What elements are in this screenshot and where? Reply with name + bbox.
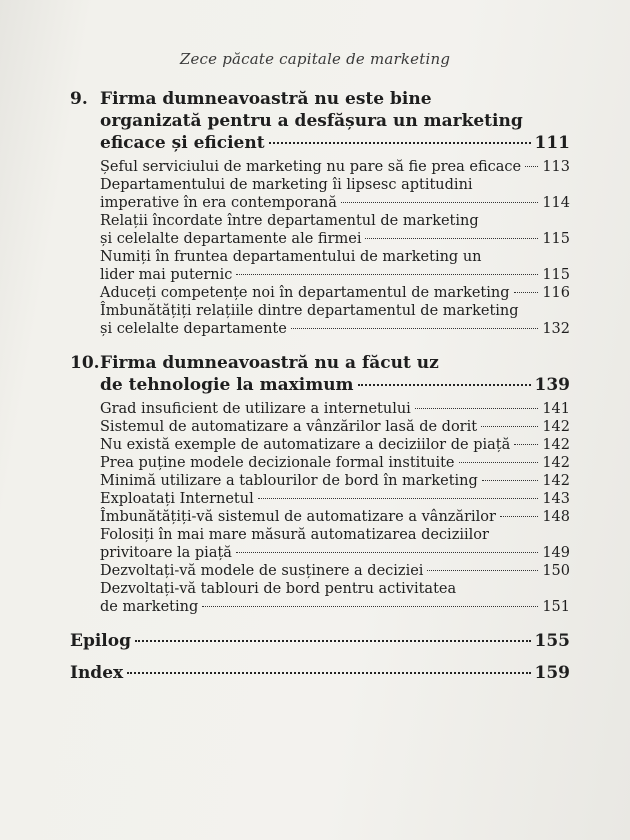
toc-line bbox=[100, 400, 570, 418]
entry-text-line: Prea puține modele decizionale formal instituite bbox=[100, 455, 455, 471]
entry-page-number: 132 bbox=[542, 321, 570, 337]
dot-leader bbox=[500, 515, 538, 517]
entry-page-number: 116 bbox=[542, 285, 570, 301]
entry-text-line: de marketing bbox=[100, 599, 199, 615]
toc-entry bbox=[100, 212, 570, 248]
toc-line bbox=[100, 158, 570, 176]
chapter-number: 10. bbox=[70, 353, 100, 373]
entry-text-line: imperative în era contemporană bbox=[100, 195, 337, 211]
toc-line bbox=[100, 508, 570, 526]
entry-text-line: și celelalte departamente ale firmei bbox=[100, 231, 362, 247]
toc-line bbox=[100, 132, 570, 154]
entry-text-line: Îmbunătățiți-vă sistemul de automatizare a vânzărilor bbox=[100, 509, 496, 525]
entry-page-number: 151 bbox=[542, 599, 570, 615]
toc-entry bbox=[100, 158, 570, 176]
toc-entry bbox=[100, 176, 570, 212]
entry-text-line: Îmbunătățiți relațiile dintre departamentul de marketing bbox=[100, 303, 519, 319]
entry-page-number: 142 bbox=[542, 473, 570, 489]
dot-leader bbox=[415, 407, 538, 409]
entry-text-line: Aduceți competențe noi în departamentul de marketing bbox=[100, 285, 510, 301]
section-page-number: 159 bbox=[534, 663, 570, 683]
chapter-page-number: 111 bbox=[534, 133, 570, 153]
toc-line bbox=[100, 418, 570, 436]
table-of-contents bbox=[70, 88, 570, 684]
toc-line bbox=[100, 230, 570, 248]
chapter-title-line: eficace și eficient bbox=[100, 133, 265, 153]
toc-section-epilog bbox=[70, 630, 570, 652]
entry-page-number: 114 bbox=[542, 195, 570, 211]
entry-text-line: Dezvoltați-vă modele de susținere a deciziei bbox=[100, 563, 424, 579]
section-title: Index bbox=[70, 663, 124, 683]
entry-page-number: 143 bbox=[542, 491, 570, 507]
dot-leader bbox=[365, 237, 538, 239]
dot-leader bbox=[202, 605, 538, 607]
entry-text-line: Dezvoltați-vă tablouri de bord pentru activitatea bbox=[100, 581, 457, 597]
dot-leader bbox=[291, 327, 538, 329]
toc-entry bbox=[100, 490, 570, 508]
entry-page-number: 113 bbox=[542, 159, 570, 175]
chapter-heading bbox=[70, 88, 570, 154]
entry-text-line: Nu există exemple de automatizare a deciziilor de piață bbox=[100, 437, 511, 453]
dot-leader bbox=[514, 443, 538, 445]
toc-entry bbox=[100, 400, 570, 418]
toc-line bbox=[100, 266, 570, 284]
toc-line bbox=[100, 472, 570, 490]
entry-page-number: 115 bbox=[542, 267, 570, 283]
toc-entry bbox=[100, 526, 570, 562]
chapter-title-line: Firma dumneavoastră nu este bine bbox=[100, 89, 432, 109]
chapter-number: 9. bbox=[70, 89, 88, 109]
toc-line bbox=[100, 284, 570, 302]
section-title: Epilog bbox=[70, 631, 131, 651]
entry-page-number: 141 bbox=[542, 401, 570, 417]
entry-text-line: Minimă utilizare a tablourilor de bord în marketing bbox=[100, 473, 478, 489]
chapter-title bbox=[100, 88, 570, 154]
toc-line bbox=[100, 544, 570, 562]
entry-text-line: lider mai puternic bbox=[100, 267, 233, 283]
entry-text-line: Departamentului de marketing îi lipsesc aptitudini bbox=[100, 177, 473, 193]
entry-page-number: 148 bbox=[542, 509, 570, 525]
toc-entry bbox=[100, 508, 570, 526]
chapter-title-line: organizată pentru a desfășura un marketing bbox=[100, 111, 523, 131]
entry-text-line: Numiți în fruntea departamentului de marketing un bbox=[100, 249, 482, 265]
toc-entry bbox=[100, 436, 570, 454]
dot-leader bbox=[482, 479, 539, 481]
dot-leader bbox=[481, 425, 538, 427]
dot-leader bbox=[525, 165, 538, 167]
entry-text-line: Folosiți în mai mare măsură automatizarea deciziilor bbox=[100, 527, 489, 543]
dot-leader bbox=[514, 291, 539, 293]
toc-entry bbox=[100, 248, 570, 284]
entry-text-line: Șeful serviciului de marketing nu pare să fie prea eficace bbox=[100, 159, 522, 175]
chapter-entries bbox=[100, 400, 570, 616]
toc-line bbox=[100, 562, 570, 580]
dot-leader bbox=[127, 671, 530, 674]
toc-entry bbox=[100, 472, 570, 490]
toc-entry bbox=[100, 580, 570, 616]
toc-line bbox=[100, 454, 570, 472]
toc-line bbox=[100, 436, 570, 454]
section-page-number: 155 bbox=[534, 631, 570, 651]
chapter bbox=[70, 88, 570, 338]
dot-leader bbox=[341, 201, 538, 203]
chapter bbox=[70, 352, 570, 616]
toc-entry bbox=[100, 562, 570, 580]
chapter-heading bbox=[70, 352, 570, 396]
chapter-page-number: 139 bbox=[534, 375, 570, 395]
toc-line bbox=[100, 374, 570, 396]
entry-page-number: 142 bbox=[542, 419, 570, 435]
entry-page-number: 150 bbox=[542, 563, 570, 579]
toc-line bbox=[100, 490, 570, 508]
toc-section-index bbox=[70, 662, 570, 684]
chapter-title-line: de tehnologie la maximum bbox=[100, 375, 354, 395]
dot-leader bbox=[358, 383, 531, 386]
toc-line bbox=[100, 194, 570, 212]
toc-entry bbox=[100, 284, 570, 302]
running-head: Zece păcate capitale de marketing bbox=[179, 50, 451, 68]
dot-leader bbox=[236, 551, 538, 553]
entry-page-number: 142 bbox=[542, 455, 570, 471]
chapter-title bbox=[100, 352, 570, 396]
toc-entry bbox=[100, 418, 570, 436]
entry-text-line: Grad insuficient de utilizare a internetului bbox=[100, 401, 411, 417]
entry-text-line: Sistemul de automatizare a vânzărilor lasă de dorit bbox=[100, 419, 478, 435]
entry-page-number: 149 bbox=[542, 545, 570, 561]
entry-text-line: și celelalte departamente bbox=[100, 321, 287, 337]
toc-line bbox=[100, 598, 570, 616]
chapter-title-line: Firma dumneavoastră nu a făcut uz bbox=[100, 353, 439, 373]
dot-leader bbox=[459, 461, 539, 463]
entry-text-line: privitoare la piață bbox=[100, 545, 232, 561]
entry-text-line: Relații încordate între departamentul de marketing bbox=[100, 213, 479, 229]
entry-page-number: 115 bbox=[542, 231, 570, 247]
dot-leader bbox=[258, 497, 539, 499]
toc-entry bbox=[100, 302, 570, 338]
dot-leader bbox=[135, 639, 531, 642]
entry-text-line: Exploatați Internetul bbox=[100, 491, 254, 507]
dot-leader bbox=[236, 273, 538, 275]
chapter-entries bbox=[100, 158, 570, 338]
toc-entry bbox=[100, 454, 570, 472]
entry-page-number: 142 bbox=[542, 437, 570, 453]
toc-line bbox=[100, 320, 570, 338]
dot-leader bbox=[269, 141, 531, 144]
dot-leader bbox=[427, 569, 538, 571]
